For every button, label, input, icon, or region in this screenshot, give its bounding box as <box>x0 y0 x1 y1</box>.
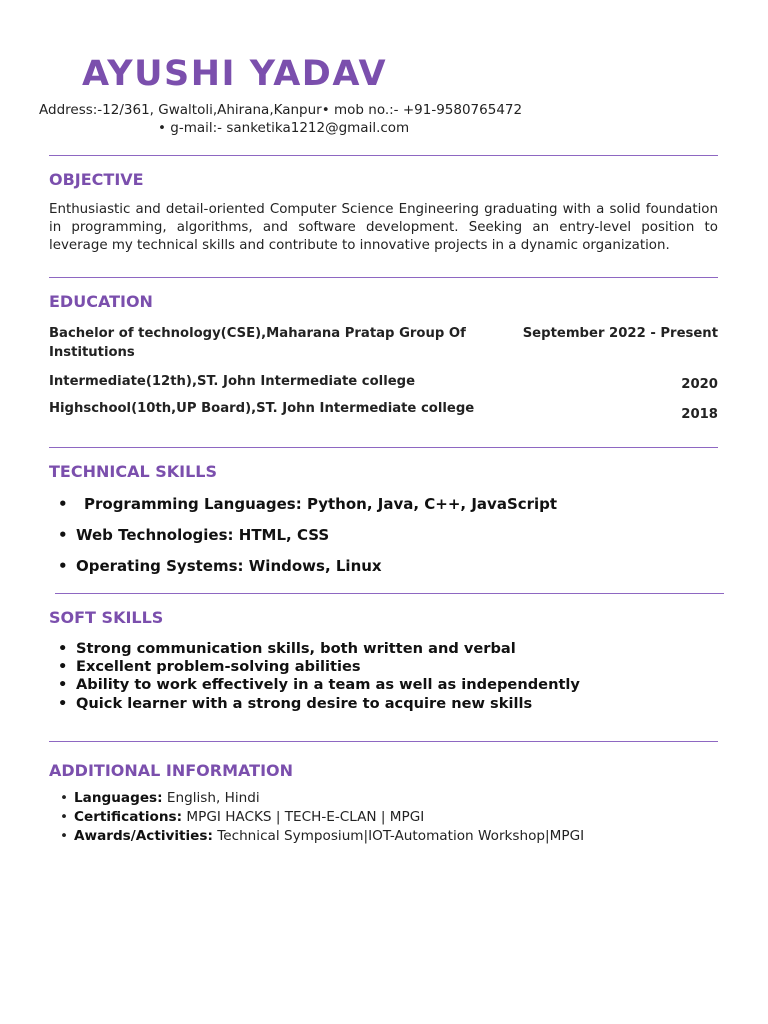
bullet-icon: • <box>58 676 68 693</box>
soft-skill-text: Excellent problem-solving abilities <box>76 658 361 675</box>
bullet-icon: • <box>60 828 69 844</box>
education-intermediate: Intermediate(12th),ST. John Intermediate college <box>49 374 416 389</box>
contact-address-phone: Address:-12/361, Gwaltoli,Ahirana,Kanpur• mob no.:- +91-9580765472 <box>39 102 523 118</box>
education-date: September 2022 - Present <box>522 326 718 341</box>
list-item <box>58 525 329 545</box>
divider <box>55 593 724 594</box>
bullet-icon: • <box>60 790 69 806</box>
bullet-icon: • <box>58 557 68 575</box>
soft-skill-text: Strong communication skills, both written and verbal <box>76 640 516 657</box>
candidate-name: AYUSHI YADAV <box>82 54 388 94</box>
bullet-icon: • <box>58 695 68 712</box>
education-highschool: Highschool(10th,UP Board),ST. John Intermediate college <box>49 401 475 416</box>
section-heading-technical-skills: TECHNICAL SKILLS <box>49 462 217 481</box>
education-degree-line2: Institutions <box>49 345 135 360</box>
divider <box>49 155 718 156</box>
list-item <box>58 676 580 695</box>
bullet-icon: • <box>58 658 68 675</box>
bullet-icon: • <box>58 640 68 657</box>
info-value: Technical Symposium|IOT-Automation Workshop|MPGI <box>217 828 585 844</box>
skill-text: Programming Languages: Python, Java, C++, JavaScript <box>84 495 558 513</box>
info-label: Certifications: <box>74 809 183 825</box>
section-heading-education: EDUCATION <box>49 292 153 311</box>
section-heading-additional-information: ADDITIONAL INFORMATION <box>49 761 294 780</box>
list-item <box>60 808 424 827</box>
info-value: MPGI HACKS | TECH-E-CLAN | MPGI <box>186 809 425 825</box>
skill-text: Operating Systems: Windows, Linux <box>76 557 382 575</box>
divider <box>49 447 718 448</box>
soft-skill-text: Quick learner with a strong desire to acquire new skills <box>76 695 533 712</box>
info-label: Awards/Activities: <box>74 828 213 844</box>
bullet-icon: • <box>60 809 69 825</box>
skill-text: Web Technologies: HTML, CSS <box>76 526 330 544</box>
list-item <box>60 789 260 808</box>
contact-email: • g-mail:- sanketika1212@gmail.com <box>158 120 410 136</box>
education-date: 2018 <box>681 407 718 422</box>
section-heading-objective: OBJECTIVE <box>49 170 144 189</box>
list-item <box>60 827 584 846</box>
info-label: Languages: <box>74 790 163 806</box>
bullet-icon: • <box>58 495 68 513</box>
list-item <box>58 494 557 514</box>
education-date: 2020 <box>681 377 718 392</box>
bullet-icon: • <box>58 526 68 544</box>
section-heading-soft-skills: SOFT SKILLS <box>49 608 164 627</box>
soft-skill-text: Ability to work effectively in a team as well as independently <box>76 676 580 693</box>
list-item <box>58 556 382 576</box>
objective-text: Enthusiastic and detail-oriented Computer Science Engineering graduating with a solid foundation in programming, algorithms, and software development. Seeking an entry-level position to leverage my technical skills and contribute to innovative projects in a dynamic organization. <box>49 202 718 253</box>
list-item <box>58 695 532 714</box>
list-item <box>58 640 516 659</box>
divider <box>49 277 718 278</box>
list-item <box>58 658 361 677</box>
info-value: English, Hindi <box>166 790 260 806</box>
divider <box>49 741 718 742</box>
education-degree: Bachelor of technology(CSE),Maharana Pratap Group Of <box>49 326 466 341</box>
